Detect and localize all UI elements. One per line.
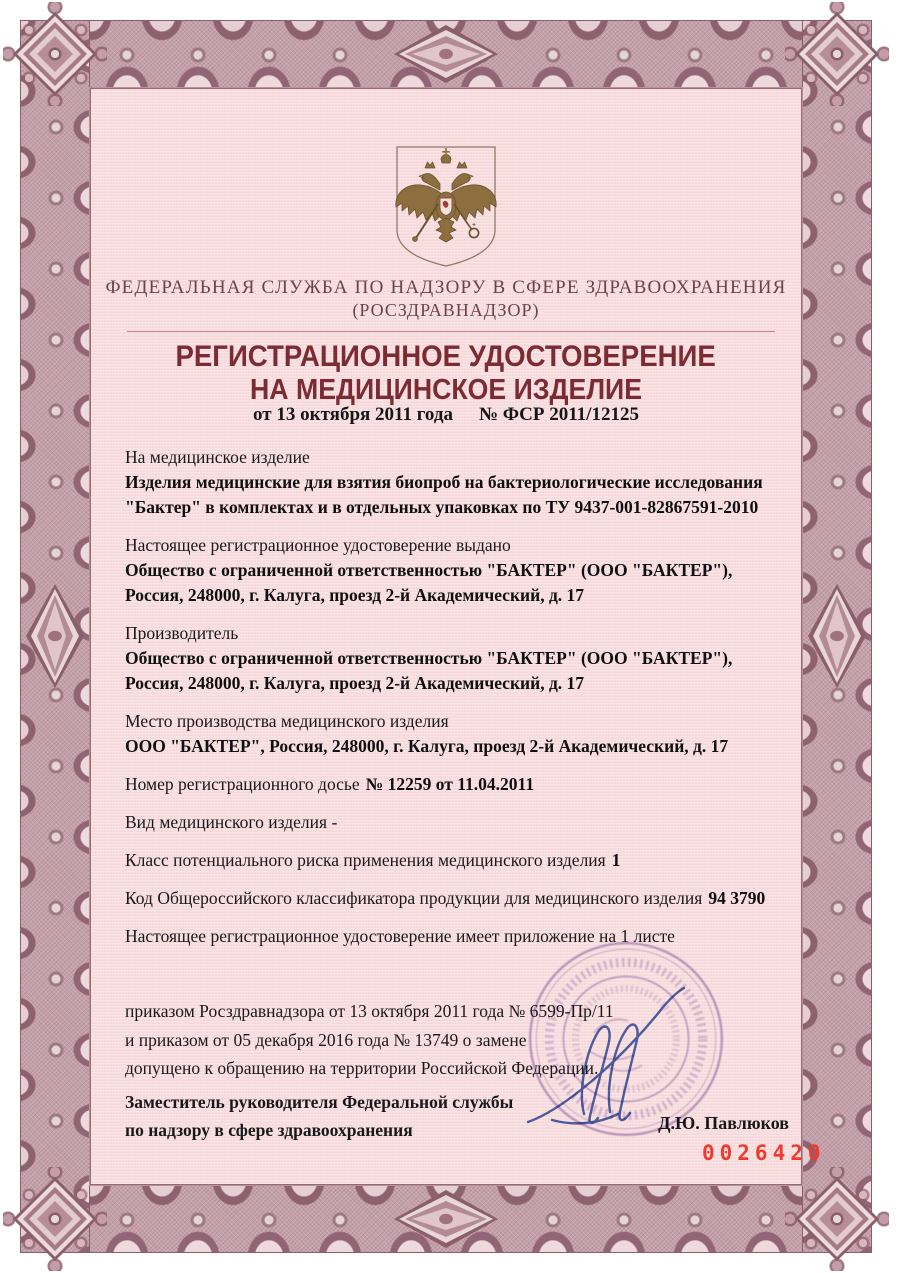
field-device (125, 445, 787, 520)
field-label: Настоящее регистрационное удостоверение имеет приложение на 1 листе (125, 926, 675, 946)
field-manufacturer (125, 621, 787, 696)
field-issued-to (125, 533, 787, 608)
field-value: № 12259 от 11.04.2011 (365, 774, 535, 794)
certificate-date: от 13 октября 2011 года (253, 404, 453, 425)
corner-ornament-bottom-right (785, 1167, 889, 1271)
certificate-title-line2: НА МЕДИЦИНСКОЕ ИЗДЕЛИЕ (249, 374, 642, 406)
certificate-date-number (90, 404, 802, 426)
order-line2: и приказом от 05 декабря 2016 года № 13749 о замене (125, 1029, 527, 1050)
serial-number: 0026420 (702, 1141, 826, 1165)
medallion-ornament-left (26, 584, 84, 688)
corner-ornament-top-left (3, 2, 107, 106)
field-production-place (125, 709, 787, 759)
agency-name (90, 276, 802, 322)
field-label: Настоящее регистрационное удостоверение выдано (125, 535, 511, 555)
field-label: Производитель (125, 623, 239, 643)
field-okp-code (125, 886, 787, 911)
medallion-ornament-top (394, 25, 498, 83)
field-label: Место производства медицинского изделия (125, 711, 449, 731)
header-divider (127, 331, 775, 332)
certificate-number: № ФСР 2011/12125 (478, 404, 639, 425)
field-value: 1 (611, 850, 621, 870)
field-value: 94 3790 (708, 888, 766, 908)
corner-ornament-bottom-left (3, 1167, 107, 1271)
field-value: Общество с ограниченной ответственностью "БАКТЕР" (ООО "БАКТЕР"), Россия, 248000, г. Калуга, проезд 2-й Академический, д. 17 (125, 648, 733, 693)
medallion-ornament-bottom (394, 1190, 498, 1248)
field-label: Класс потенциального риска применения медицинского изделия (125, 850, 606, 870)
field-value: Общество с ограниченной ответственностью "БАКТЕР" (ООО "БАКТЕР"), Россия, 248000, г. Калуга, проезд 2-й Академический, д. 17 (125, 560, 733, 605)
medallion-ornament-right (808, 584, 866, 688)
field-label: Вид медицинского изделия - (125, 812, 338, 832)
field-label: Код Общероссийского классификатора продукции для медицинского изделия (125, 888, 703, 908)
field-label: На медицинское изделие (125, 447, 310, 467)
field-dossier-number (125, 772, 787, 797)
signer-title-line2: по надзору в сфере здравоохранения (125, 1119, 413, 1140)
field-value: Изделия медицинские для взятия биопроб на бактериологические исследования "Бактер" в комплектах и в отдельных упаковках по ТУ 9437-001-82867591-2010 (125, 472, 763, 517)
field-label: Номер регистрационного досье (125, 774, 360, 794)
field-risk-class (125, 848, 787, 873)
order-line1: приказом Росздравнадзора от 13 октября 2011 года № 6599-Пр/11 (125, 1001, 614, 1021)
coat-of-arms-icon (388, 142, 504, 272)
agency-name-line1: ФЕДЕРАЛЬНАЯ СЛУЖБА ПО НАДЗОРУ В СФЕРЕ ЗДРАВООХРАНЕНИЯ (105, 277, 787, 298)
field-device-kind (125, 810, 787, 835)
signature-ink-icon (522, 986, 697, 1136)
agency-name-line2: (РОСЗДРАВНАДЗОР) (352, 300, 540, 320)
corner-ornament-top-right (785, 2, 889, 106)
field-value: ООО "БАКТЕР", Россия, 248000, г. Калуга, проезд 2-й Академический, д. 17 (125, 736, 729, 756)
certificate-fields (125, 445, 787, 962)
signer-title-line1: Заместитель руководителя Федеральной службы (125, 1091, 514, 1112)
order-line3: допущено к обращению на территории Российской Федерации. (125, 1058, 599, 1078)
signer-name: Д.Ю. Павлюков (658, 1113, 789, 1133)
certificate-title-line1: РЕГИСТРАЦИОННОЕ УДОСТОВЕРЕНИЕ (175, 340, 717, 373)
